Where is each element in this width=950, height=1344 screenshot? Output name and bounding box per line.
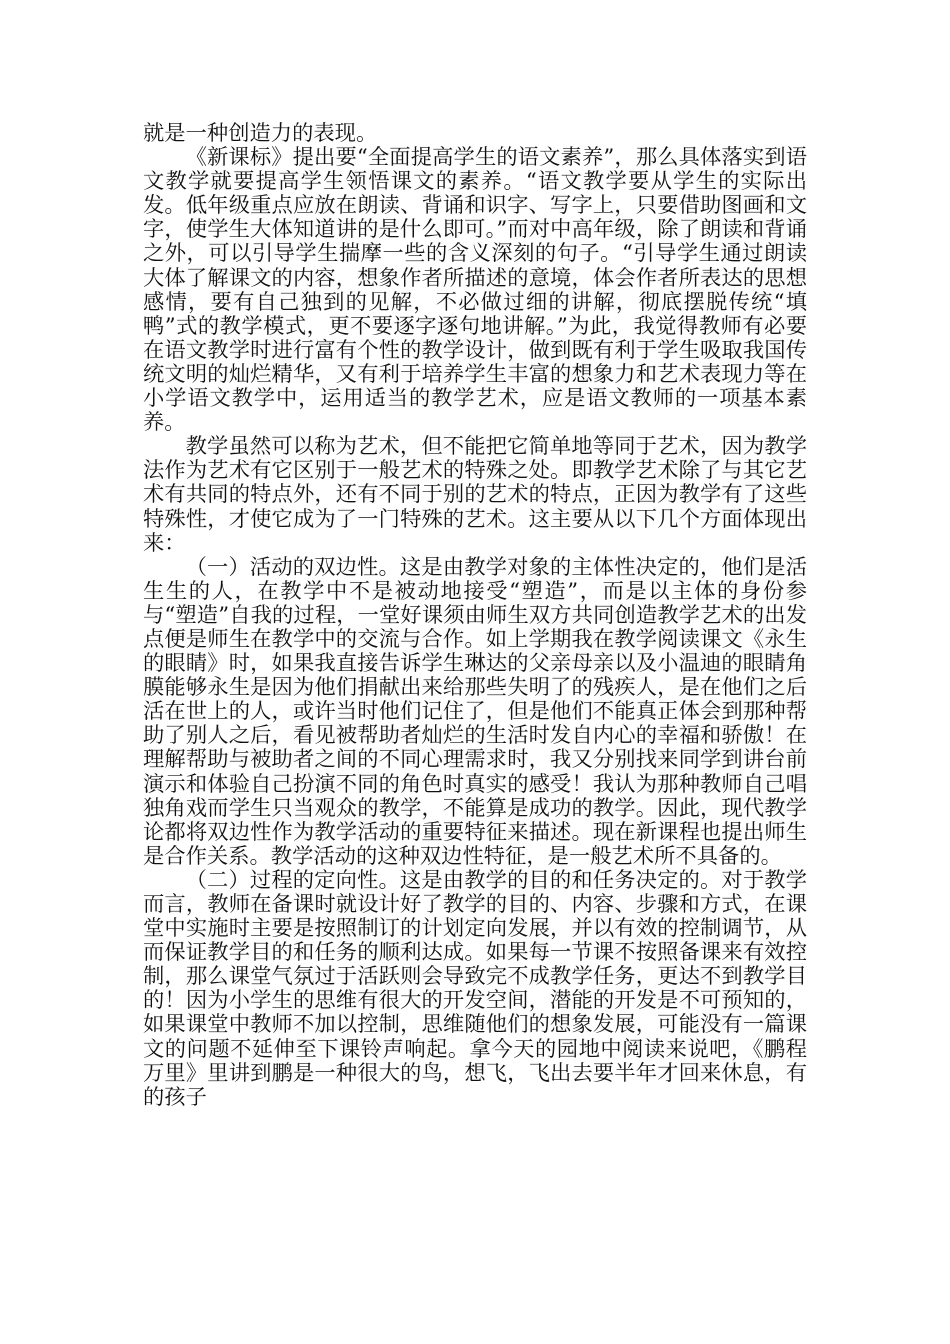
paragraph-teaching-art: 教学虽然可以称为艺术，但不能把它简单地等同于艺术，因为教学法作为艺术有它区别于一般艺术的特殊之处。即教学艺术除了与其它艺术有共同的特点外，还有不同于别的艺术的特点，正因为教学有了这些特殊性，才使它成为了一门特殊的艺术。这主要从以下几个方面体现出来： <box>143 434 807 556</box>
paragraph-continuation: 就是一种创造力的表现。 <box>143 122 378 146</box>
paragraph-directional-process: （二）过程的定向性。这是由教学的目的和任务决定的。对于教学而言，教师在备课时就设计好了教学的目的、内容、步骤和方式，在课堂中实施时主要是按照制订的计划定向发展，并以有效的控制调节，从而保证教学目的和任务的顺利达成。如果每一节课不按照备课来有效控制，那么课堂气氛过于活跃则会导致完不成教学任务，更达不到教学目的！因为小学生的思维有很大的开发空间，潜能的开发是不可预知的，如果课堂中教师不加以控制，思维随他们的想象发展，可能没有一篇课文的问题不延伸至下课铃声响起。拿今天的园地中阅读来说吧，《鹏程万里》里讲到鹏是一种很大的鸟，想飞，飞出去要半年才回来休息，有的孩子 <box>143 867 807 1110</box>
paragraph-new-curriculum: 《新课标》提出要“全面提高学生的语文素养”，那么具体落实到语文教学就要提高学生领悟课文的素养。“语文教学要从学生的实际出发。低年级重点应放在朗读、背诵和识字、写字上，只要借助图画和文字，使学生大体知道讲的是什么即可。”而对中高年级，除了朗读和背诵之外，可以引导学生揣摩一些的含义深刻的句子。“引导学生通过朗读大体了解课文的内容，想象作者所描述的意境，体会作者所表达的思想感情，要有自己独到的见解，不必做过细的讲解，彻底摆脱传统“填鸭”式的教学模式，更不要逐字逐句地讲解。”为此，我觉得教师有必要在语文教学时进行富有个性的教学设计，做到既有利于学生吸取我国传统文明的灿烂精华，又有利于培养学生丰富的想象力和艺术表现力等在小学语文教学中，运用适当的教学艺术，应是语文教师的一项基本素养。 <box>143 145 807 436</box>
paragraph-bilateral-activity: （一）活动的双边性。这是由教学对象的主体性决定的，他们是活生生的人，在教学中不是被动地接受“塑造”，而是以主体的身份参与“塑造”自我的过程，一堂好课须由师生双方共同创造教学艺术的出发点便是师生在教学中的交流与合作。如上学期我在教学阅读课文《永生的眼睛》时，如果我直接告诉学生琳达的父亲母亲以及小温迪的眼睛角膜能够永生是因为他们捐献出来给那些失明了的残疾人，是在他们之后活在世上的人，或许当时他们记住了，但是他们不能真正体会到那种帮助了别人之后，看见被帮助者灿烂的生活时发自内心的幸福和骄傲！在理解帮助与被助者之间的不同心理需求时，我又分别找来同学到讲台前演示和体验自己扮演不同的角色时真实的感受！我认为那种教师自己唱独角戏而学生只当观众的教学，不能算是成功的教学。因此，现代教学论都将双边性作为教学活动的重要特征来描述。现在新课程也提出师生是合作关系。教学活动的这种双边性特征，是一般艺术所不具备的。 <box>143 554 807 869</box>
document-page <box>143 122 807 1322</box>
